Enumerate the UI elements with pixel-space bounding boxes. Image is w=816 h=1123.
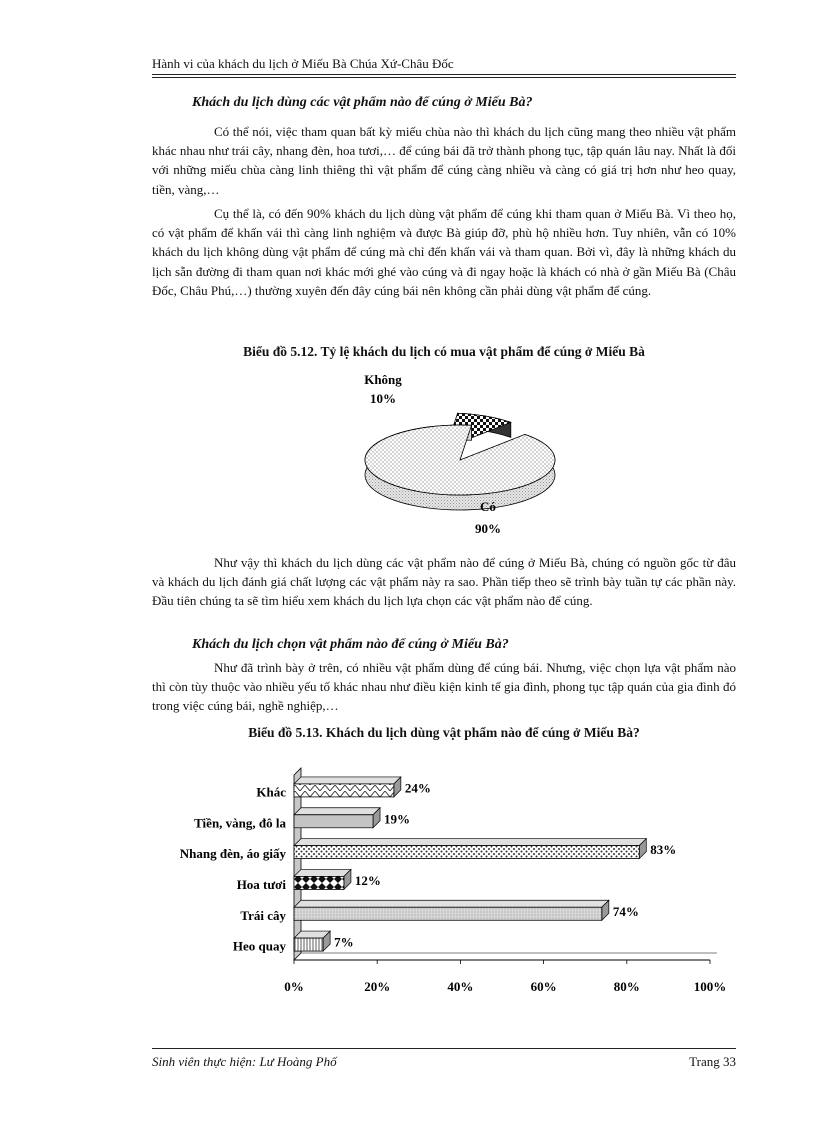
pie-value-khong: 10% — [370, 391, 396, 406]
bar — [294, 839, 646, 859]
bar-value-label: 12% — [354, 872, 381, 888]
bar-value-label: 74% — [612, 903, 639, 919]
x-tick-label: 80% — [613, 979, 640, 994]
x-tick-label: 100% — [693, 979, 727, 994]
footer-author: Sinh viên thực hiện: Lư Hoàng Phố — [152, 1054, 337, 1069]
header-rule — [152, 74, 736, 75]
x-tick-label: 0% — [284, 979, 304, 994]
pie-value-co: 90% — [475, 521, 501, 536]
footer-page: Trang 33 — [689, 1054, 736, 1069]
bar-category-label: Trái cây — [240, 907, 286, 923]
bar — [294, 808, 380, 828]
header-rule-thin — [152, 77, 736, 78]
bar-value-label: 19% — [384, 811, 411, 827]
x-tick-label: 20% — [364, 979, 391, 994]
chart1-caption: Biểu đồ 5.12. Tỷ lệ khách du lịch có mua vật phẩm để cúng ở Miếu Bà — [243, 344, 645, 359]
bar-category-label: Hoa tươi — [236, 876, 286, 892]
bar — [294, 931, 330, 951]
bar-category-label: Tiền, vàng, đô la — [194, 815, 286, 831]
x-tick-label: 40% — [447, 979, 474, 994]
paragraph-2: Cụ thể là, có đến 90% khách du lịch dùng vật phẩm để cúng khi tham quan ở Miếu Bà. Vì theo họ, có vật phẩm để khấn vái thì càng linh nghiệm và được Bà giúp đỡ, phù hộ nhiều hơn. Tuy nhiên, vẫn có 10% khách du lịch không dùng vật phẩm để cúng mà chỉ đến khấn vái và tham quan. Bởi vì, đây là những khách du lịch sẵn đường đi tham quan nơi khác mới ghé vào cúng và đi ngay hoặc là khách có nhà ở gần Miếu Bà (Châu Đốc, Châu Phú,…) thường xuyên đến đây cúng bái nên không cần phải dùng vật phẩm để cúng. — [152, 206, 736, 298]
bar-category-label: Heo quay — [232, 938, 286, 954]
paragraph-1: Có thể nói, việc tham quan bất kỳ miếu chùa nào thì khách du lịch cũng mang theo nhiều vật phẩm khác nhau như trái cây, nhang đèn, hoa tươi,… để cúng bái đã trở thành phong tục, tập quán lâu nay. Nhất là đối với những miếu chùa càng linh thiêng thì vật phẩm để cúng càng nhiều và càng có giá trị hơn như heo quay, tiền, vàng,… — [152, 124, 736, 197]
paragraph-3: Như vậy thì khách du lịch dùng các vật phẩm nào để cúng ở Miếu Bà, chúng có nguồn gốc từ đâu và khách du lịch đánh giá chất lượng các vật phẩm này ra sao. Phần tiếp theo sẽ trình bày tuần tự các phần này. Đầu tiên chúng ta sẽ tìm hiểu xem khách du lịch lựa chọn các vật phẩm nào để cúng. — [152, 555, 736, 609]
pie-label-khong: Không — [364, 372, 402, 387]
bar — [294, 900, 609, 920]
bar-value-label: 83% — [650, 842, 677, 858]
bar — [294, 777, 401, 797]
bar — [294, 869, 351, 889]
bar-value-label: 24% — [404, 780, 431, 796]
bar-value-label: 7% — [334, 934, 354, 950]
page-header: Hành vi của khách du lịch ở Miếu Bà Chúa Xứ-Châu Đốc — [152, 56, 454, 71]
section1-heading: Khách du lịch dùng các vật phẩm nào để cúng ở Miếu Bà? — [192, 95, 533, 110]
bar-category-label: Khác — [256, 784, 286, 800]
bar-category-label: Nhang đèn, áo giấy — [179, 846, 286, 862]
pie-label-co: Có — [480, 499, 496, 514]
footer-rule — [152, 1048, 736, 1049]
pie-slice-co — [365, 425, 555, 510]
section2-heading: Khách du lịch chọn vật phẩm nào để cúng ở Miếu Bà? — [192, 637, 509, 652]
x-tick-label: 60% — [530, 979, 557, 994]
paragraph-4: Như đã trình bày ở trên, có nhiều vật phẩm dùng để cúng bái. Nhưng, việc chọn lựa vật phẩm nào thì còn tùy thuộc vào nhiều yếu tố khác nhau như điều kiện kinh tế gia đình, phong tục tập quán của gia đình đó trong việc cúng bái, nghề nghiệp,… — [152, 660, 736, 714]
pie-chart — [330, 365, 590, 540]
chart2-caption: Biểu đồ 5.13. Khách du lịch dùng vật phẩm nào để cúng ở Miếu Bà? — [248, 725, 640, 740]
bar-chart — [150, 755, 750, 1005]
